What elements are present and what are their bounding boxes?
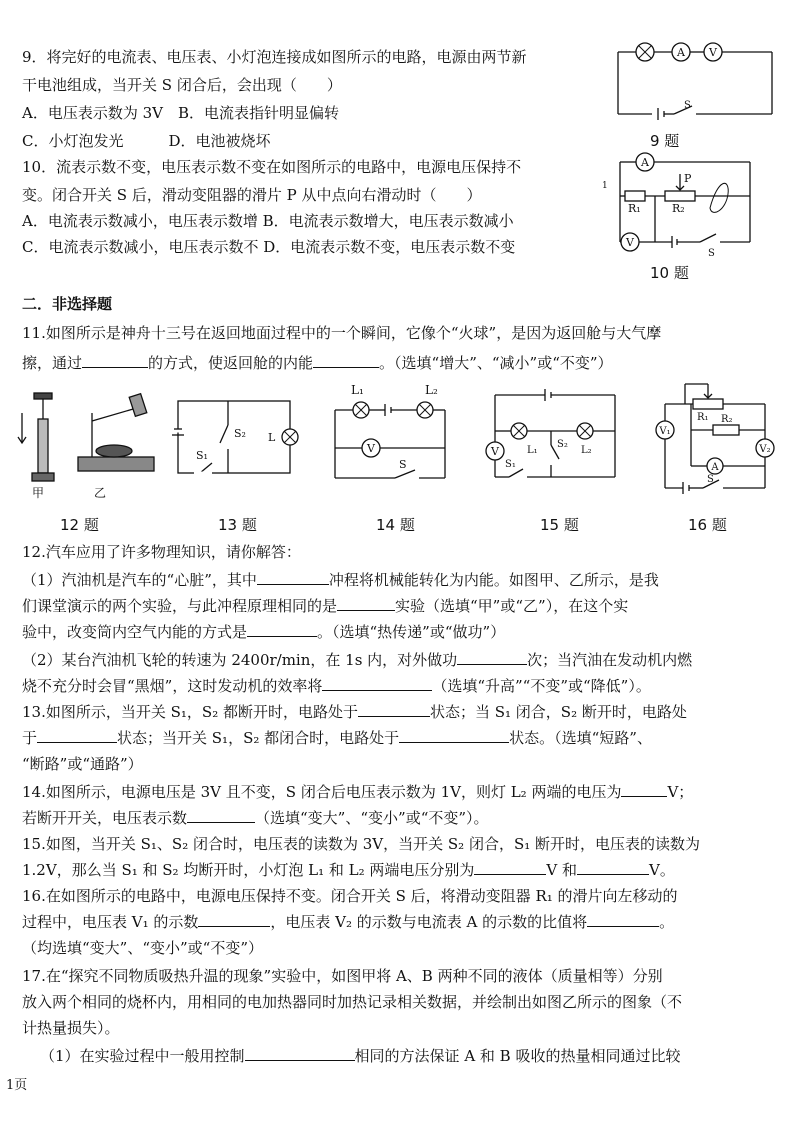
fig16-r2-label: R₂	[721, 414, 733, 425]
svg-text:V: V	[491, 445, 499, 458]
q12-blank-2[interactable]	[337, 596, 395, 611]
q12-line4: （2）某台汽油机飞轮的转速为 2400r/min，在 1s 内，对外做功 次；当汽油在发动机内燃	[22, 651, 693, 669]
svg-text:V₁: V₁	[659, 426, 671, 437]
fig12-label-b: 乙	[94, 486, 107, 500]
fig15-circuit	[485, 385, 625, 490]
q15-line1: 15.如图，当开关 S₁、S₂ 闭合时，电压表的读数为 3V，当开关 S₂ 闭合，S₁ 断开时，电压表的读数为	[22, 835, 700, 853]
q9-options-cd: C．小灯泡发光 D．电池被烧坏	[22, 132, 271, 150]
fig14-l2-label: L₂	[425, 383, 438, 397]
q9-circuit-diagram	[612, 36, 782, 126]
q11-blank-1[interactable]	[82, 353, 148, 368]
q10-circuit-diagram	[600, 148, 785, 258]
q17-line1: 17.在“探究不同物质吸热升温的现象”实验中，如图甲将 A、B 两种不同的液体（质量相等）分别	[22, 967, 663, 985]
svg-text:A: A	[677, 46, 685, 59]
q12-line2: 们课堂演示的两个实验，与此冲程原理相同的是 实验（选填“甲”或“乙”），在这个实	[22, 597, 629, 615]
q15-line2: 1.2V，那么当 S₁ 和 S₂ 均断开时，小灯泡 L₁ 和 L₂ 两端电压分别为 V 和 V。	[22, 861, 675, 879]
q9-lamp-icon	[636, 43, 654, 61]
svg-text:V: V	[367, 442, 375, 455]
q12-blank-3[interactable]	[247, 622, 317, 637]
fig16-voltmeter-v2-icon	[756, 439, 774, 457]
fig13-s1-label: S₁	[196, 449, 208, 462]
q15-blank-1[interactable]	[474, 860, 546, 875]
q17-line2: 放入两个相同的烧杯内，用相同的电加热器同时加热记录相关数据，并绘制出如图乙所示的图象（不	[22, 993, 683, 1011]
svg-text:A: A	[711, 462, 719, 473]
q11-line1: 11.如图所示是神舟十三号在返回地面过程中的一个瞬间，它像个“火球”，是因为返回舱与大气摩	[22, 324, 662, 342]
q12-intro: 12.汽车应用了许多物理知识，请你解答：	[22, 543, 301, 561]
fig14-lamp-l1-icon	[353, 402, 369, 418]
q10-r1-label: R₁	[628, 202, 641, 215]
fig12-caption: 12 题	[60, 516, 99, 534]
q16-line2: 过程中，电压表 V₁ 的示数 ，电压表 V₂ 的示数与电流表 A 的示数的比值将 。	[22, 913, 675, 931]
svg-text:V: V	[626, 236, 634, 249]
fig16-circuit	[645, 380, 785, 500]
fig12-label-a: 甲	[32, 486, 45, 500]
fig15-s1-label: S₁	[505, 459, 516, 470]
q10-caption: 10 题	[650, 264, 689, 282]
fig13-caption: 13 题	[218, 516, 257, 534]
q10-mark: 1	[602, 181, 608, 191]
fig16-s-label: S	[707, 474, 714, 485]
q14-line1: 14.如图所示，电源电压是 3V 且不变，S 闭合后电压表示数为 1V，则灯 L₂ 两端的电压为 V；	[22, 783, 694, 801]
q16-line1: 16.在如图所示的电路中，电源电压保持不变。闭合开关 S 后，将滑动变阻器 R₁ 的滑片向左移动的	[22, 887, 678, 905]
q12-line3: 验中，改变筒内空气内能的方式是 。（选填“热传递”或“做功”）	[22, 623, 506, 641]
q15-blank-2[interactable]	[577, 860, 649, 875]
q16-blank-2[interactable]	[587, 912, 659, 927]
q12-line5: 烧不充分时会冒“黑烟”，这时发动机的效率将 （选填“升高”“不变”或“降低”）。	[22, 677, 651, 695]
q13-blank-1[interactable]	[358, 702, 430, 717]
q13-line2: 于 状态；当开关 S₁，S₂ 都闭合时，电路处于 状态。（选填“短路”、	[22, 729, 652, 747]
q10-voltmeter-icon	[621, 233, 639, 251]
q10-stem-line2: 变。闭合开关 S 后，滑动变阻器的滑片 P 从中点向右滑动时（ ）	[22, 186, 482, 204]
q17-line3: 计热量损失）。	[22, 1019, 120, 1037]
fig16-voltmeter-v1-icon	[656, 421, 674, 439]
q13-line1: 13.如图所示，当开关 S₁，S₂ 都断开时，电路处于 状态；当 S₁ 闭合，S₂ 断开时，电路处	[22, 703, 687, 721]
q13-line3: “断路”或“通路”）	[22, 755, 143, 773]
q12-blank-4[interactable]	[457, 650, 527, 665]
fig16-ammeter-icon	[707, 458, 723, 474]
fig15-caption: 15 题	[540, 516, 579, 534]
q9-stem-line2: 干电池组成，当开关 S 闭合后，会出现（ ）	[22, 76, 342, 94]
q12-blank-1[interactable]	[257, 570, 329, 585]
svg-text:V₂: V₂	[759, 444, 771, 455]
q11-blank-2[interactable]	[313, 353, 379, 368]
q9-stem-line1: 9．将完好的电流表、电压表、小灯泡连接成如图所示的电路，电源由两节新	[22, 48, 527, 66]
q10-options-cd: C．电流表示数减小，电压表示数不 D．电流表示数不变，电压表示数不变	[22, 238, 516, 256]
q10-ammeter-icon	[636, 153, 654, 171]
q9-options-ab: A．电压表示数为 3V B．电流表指针明显偏转	[22, 104, 340, 122]
q9-voltmeter-icon	[704, 43, 722, 61]
q16-blank-1[interactable]	[198, 912, 270, 927]
q9-ammeter-icon	[672, 43, 690, 61]
q9-switch-label: S	[684, 100, 691, 111]
q14-blank-1[interactable]	[621, 782, 667, 797]
q14-line2: 若断开开关，电压表示数 （选填“变大”、“变小”或“不变”）。	[22, 809, 489, 827]
q17-blank-1[interactable]	[245, 1046, 355, 1061]
fig13-s2-label: S₂	[234, 427, 246, 440]
q10-r2-label: R₂	[672, 202, 685, 215]
fig14-s-label: S	[399, 458, 407, 471]
fig13-l-label: L	[268, 431, 276, 444]
fig14-l1-label: L₁	[351, 383, 364, 397]
fig15-l2-label: L₂	[581, 445, 592, 456]
q9-caption: 9 题	[650, 132, 680, 150]
svg-text:V: V	[709, 46, 717, 59]
q10-stem-line1: 10．流表示数不变，电压表示数不变在如图所示的电路中，电源电压保持不	[22, 158, 522, 176]
fig16-r1-label: R₁	[697, 412, 709, 423]
q12-line1: （1）汽油机是汽车的“心脏”，其中 冲程将机械能转化为内能。如图甲、乙所示，是我	[22, 571, 659, 589]
fig14-circuit	[325, 380, 455, 490]
fig14-caption: 14 题	[376, 516, 415, 534]
fig12-apparatus	[14, 385, 164, 500]
q17-line4: （1）在实验过程中一般用控制 相同的方法保证 A 和 B 吸收的热量相同通过比较	[40, 1047, 681, 1065]
section-heading: 二．非选择题	[22, 295, 113, 313]
fig14-lamp-l2-icon	[417, 402, 433, 418]
q14-blank-2[interactable]	[187, 808, 255, 823]
q11-line2: 擦，通过 的方式，使返回舱的内能 。（选填“增大”、“减小”或“不变”）	[22, 354, 613, 372]
q10-s-label: S	[708, 248, 715, 259]
q10-options-ab: A．电流表示数减小，电压表示数增 B．电流表示数增大，电压表示数减小	[22, 212, 514, 230]
fig15-l1-label: L₁	[527, 445, 538, 456]
fig15-lamp-l2-icon	[577, 423, 593, 439]
fig15-voltmeter-icon	[486, 442, 504, 460]
page-footer: 1页	[6, 1078, 28, 1093]
q10-p-label: P	[684, 172, 692, 185]
q13-blank-2[interactable]	[37, 728, 117, 743]
svg-text:A: A	[641, 156, 649, 169]
q16-line3: （均选填“变大”、“变小”或“不变”）	[22, 939, 264, 957]
fig14-voltmeter-icon	[362, 439, 380, 457]
fig13-circuit	[168, 395, 298, 485]
fig16-caption: 16 题	[688, 516, 727, 534]
fig13-lamp-icon	[282, 429, 298, 445]
q13-blank-3[interactable]	[399, 728, 509, 743]
q12-blank-5[interactable]	[322, 676, 432, 691]
fig15-s2-label: S₂	[557, 439, 568, 450]
fig15-lamp-l1-icon	[511, 423, 527, 439]
